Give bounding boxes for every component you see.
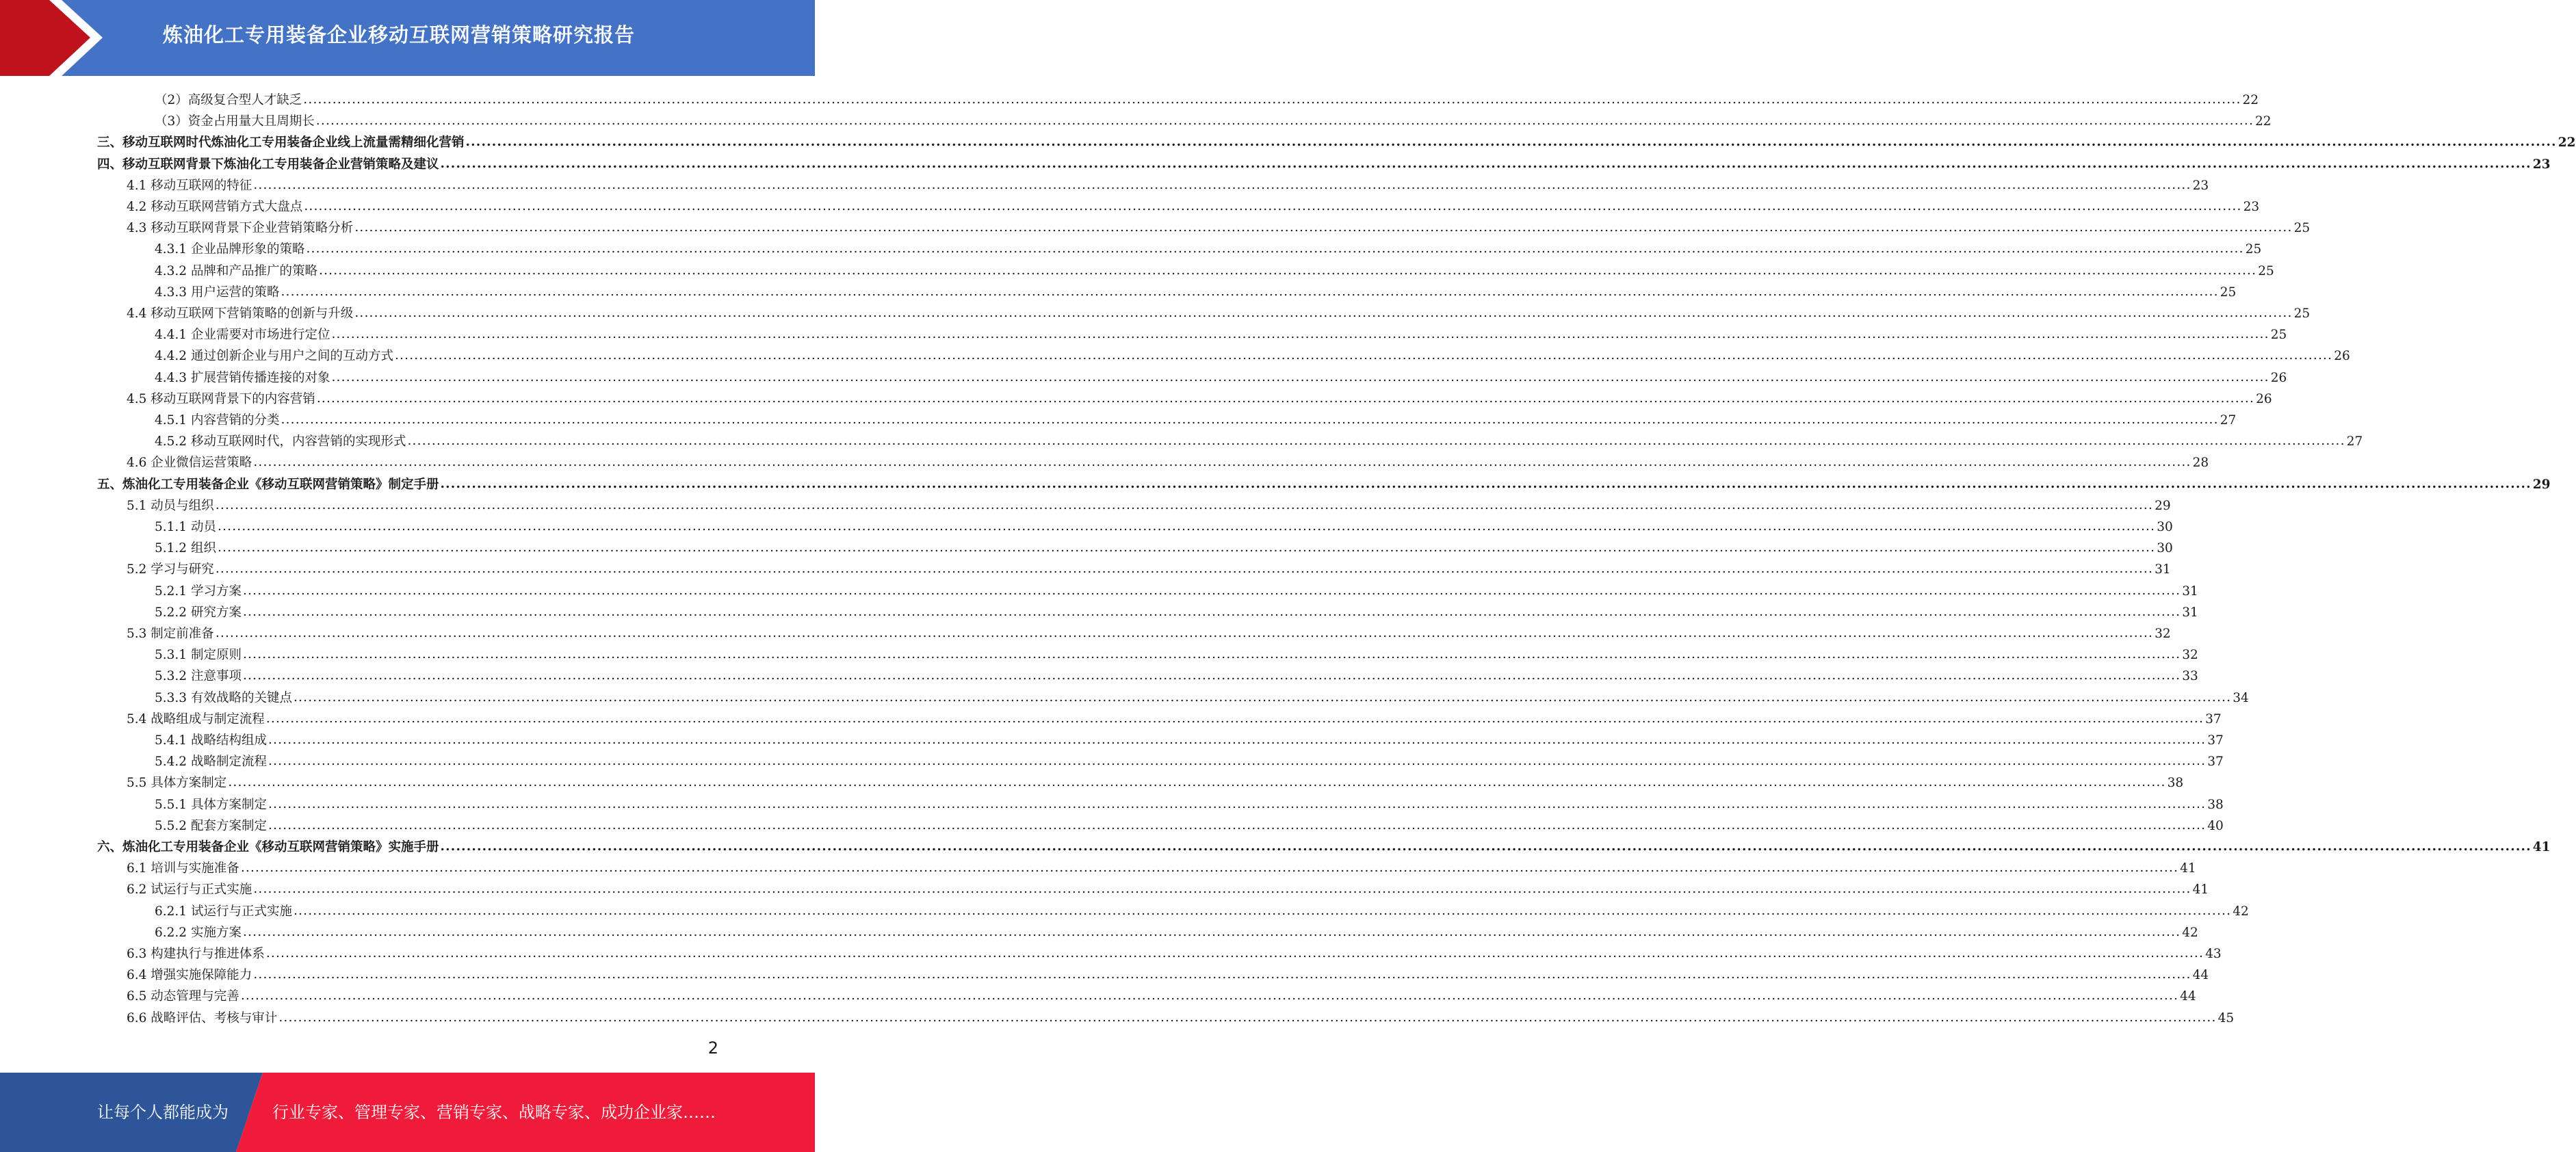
toc-dot-leader: ................................................................................................................................................................................................................................................................................................................................................................................................................ [293,690,2232,705]
toc-dot-leader: ................................................................................................................................................................................................................................................................................................................................................................................................................ [304,199,2242,213]
toc-dot-leader: ................................................................................................................................................................................................................................................................................................................................................................................................................ [440,839,2532,854]
toc-entry-label: 4.3.3 用户运营的策略 [155,285,280,300]
toc-dot-leader: ................................................................................................................................................................................................................................................................................................................................................................................................................ [331,327,2269,342]
toc-entry-page: 25 [2270,328,2287,343]
toc-dot-leader: ................................................................................................................................................................................................................................................................................................................................................................................................................ [242,583,2181,598]
toc-dot-leader: ................................................................................................................................................................................................................................................................................................................................................................................................................ [394,348,2333,363]
toc-entry[interactable] [97,471,2551,493]
toc-dot-leader: ................................................................................................................................................................................................................................................................................................................................................................................................................ [268,817,2207,833]
toc-dot-leader: ................................................................................................................................................................................................................................................................................................................................................................................................................ [253,967,2191,982]
toc-entry-page: 32 [2182,648,2198,663]
toc-entry-label: 5.2 学习与研究 [127,562,214,577]
toc-entry[interactable] [155,919,2198,941]
toc-entry[interactable] [127,855,2196,876]
toc-dot-leader: ................................................................................................................................................................................................................................................................................................................................................................................................................ [465,135,2557,150]
toc-entry[interactable] [127,876,2209,898]
toc-entry-page: 44 [2192,968,2209,983]
toc-dot-leader: ................................................................................................................................................................................................................................................................................................................................................................................................................ [318,263,2257,278]
toc-entry-page: 29 [2155,498,2171,513]
toc-entry-page: 25 [2293,306,2311,321]
toc-entry[interactable] [155,663,2198,684]
toc-entry-label: 5.5 具体方案制定 [127,776,227,791]
toc-entry[interactable] [127,493,2171,514]
toc-entry[interactable] [155,87,2259,108]
toc-entry-label: 5.5.2 配套方案制定 [155,818,267,833]
toc-entry-label: 6.4 增强实施保障能力 [127,968,252,983]
toc-entry-label: 5.3 制定前准备 [127,627,214,641]
toc-entry[interactable] [155,514,2173,535]
toc-dot-leader: ................................................................................................................................................................................................................................................................................................................................................................................................................ [331,369,2269,384]
toc-entry-label: 4.3.2 品牌和产品推广的策略 [155,263,317,278]
toc-dot-leader: ................................................................................................................................................................................................................................................................................................................................................................................................................ [215,626,2154,640]
toc-entry-label: 5.3.1 制定原则 [155,648,242,663]
toc-entry-page: 30 [2157,541,2173,556]
toc-entry-label: 4.4.3 扩展营销传播连接的对象 [155,370,330,385]
toc-entry-page: 34 [2233,690,2249,705]
header-banner [0,0,815,76]
toc-entry-page: 23 [2192,178,2209,193]
toc-dot-leader: ................................................................................................................................................................................................................................................................................................................................................................................................................ [228,775,2166,790]
toc-dot-leader: ................................................................................................................................................................................................................................................................................................................................................................................................................ [265,711,2204,726]
toc-entry-page: 40 [2207,818,2224,833]
toc-entry[interactable] [127,941,2222,962]
toc-entry-label: 4.2 移动互联网营销方式大盘点 [127,200,303,214]
toc-entry[interactable] [97,151,2551,172]
toc-entry[interactable] [155,428,2363,449]
toc-entry[interactable] [127,706,2222,727]
footer-slogan-right: 行业专家、管理专家、营销专家、战略专家、成功企业家…… [272,1103,716,1122]
toc-entry-label: 5.3.3 有效战略的关键点 [155,690,292,705]
toc-entry-label: 4.3.1 企业品牌形象的策略 [155,242,305,257]
toc-dot-leader: ................................................................................................................................................................................................................................................................................................................................................................................................................ [215,562,2154,577]
page-number: 2 [707,1038,718,1058]
toc-entry[interactable] [127,770,2184,791]
toc-entry-label: 六、炼油化工专用装备企业《移动互联网营销策略》实施手册 [97,840,439,854]
toc-entry-label: 4.4.2 通过创新企业与用户之间的互动方式 [155,349,393,364]
toc-entry-page: 41 [2532,840,2551,854]
toc-entry-page: 32 [2155,627,2171,641]
toc-entry-label: 4.4.1 企业需要对市场进行定位 [155,328,330,343]
toc-dot-leader: ................................................................................................................................................................................................................................................................................................................................................................................................................ [268,733,2207,747]
toc-entry[interactable] [97,129,2576,150]
toc-entry-label: 6.2.1 试运行与正式实施 [155,904,292,919]
toc-entry-page: 22 [2558,135,2576,150]
toc-entry-page: 42 [2233,904,2249,919]
toc-entry-page: 37 [2205,711,2222,726]
toc-entry-page: 43 [2205,947,2222,961]
toc-entry-page: 37 [2207,733,2224,748]
toc-entry[interactable] [127,620,2171,642]
toc-entry[interactable] [127,386,2272,407]
toc-entry-label: 5.5.1 具体方案制定 [155,797,267,812]
toc-entry-page: 31 [2182,584,2198,599]
toc-entry[interactable] [155,322,2287,343]
toc-entry-page: 25 [2245,242,2262,257]
toc-entry[interactable] [155,279,2237,300]
toc-entry[interactable] [127,215,2311,236]
toc-entry-label: 4.5 移动互联网背景下的内容营销 [127,391,315,406]
toc-entry-label: 5.2.1 学习方案 [155,584,242,599]
toc-entry-label: 6.1 培训与实施准备 [127,861,239,876]
toc-entry-page: 22 [2255,114,2272,129]
toc-entry-label: 6.5 动态管理与完善 [127,989,239,1004]
toc-entry-page: 45 [2217,1010,2235,1025]
toc-entry[interactable] [127,1005,2235,1026]
toc-entry-label: 5.1 动员与组织 [127,498,214,513]
toc-dot-leader: ................................................................................................................................................................................................................................................................................................................................................................................................................ [354,220,2293,235]
document-title: 炼油化工专用装备企业移动互联网营销策略研究报告 [163,23,636,47]
toc-entry-label: （3）资金占用量大且周期长 [155,114,315,129]
toc-entry-label: 4.6 企业微信运营策略 [127,456,252,471]
toc-dot-leader: ................................................................................................................................................................................................................................................................................................................................................................................................................ [242,668,2181,683]
toc-entry-label: 四、移动互联网背景下炼油化工专用装备企业营销策略及建议 [97,157,439,172]
toc-entry-page: 22 [2242,93,2259,107]
toc-entry-label: 4.3 移动互联网背景下企业营销策略分析 [127,221,354,236]
toc-entry-page: 28 [2192,456,2209,471]
toc-entry[interactable] [155,599,2198,620]
toc-dot-leader: ................................................................................................................................................................................................................................................................................................................................................................................................................ [253,177,2191,192]
toc-dot-leader: ................................................................................................................................................................................................................................................................................................................................................................................................................ [315,114,2254,129]
toc-entry[interactable] [155,343,2350,364]
footer-banner [0,1073,815,1152]
toc-dot-leader: ................................................................................................................................................................................................................................................................................................................................................................................................................ [217,519,2156,534]
toc-entry-page: 26 [2270,370,2287,385]
toc-entry[interactable] [155,407,2237,428]
toc-dot-leader: ................................................................................................................................................................................................................................................................................................................................................................................................................ [268,754,2207,769]
toc-dot-leader: ................................................................................................................................................................................................................................................................................................................................................................................................................ [215,497,2154,512]
toc-dot-leader: ................................................................................................................................................................................................................................................................................................................................................................................................................ [242,924,2181,939]
toc-entry-page: 23 [2243,200,2260,214]
toc-dot-leader: ................................................................................................................................................................................................................................................................................................................................................................................................................ [407,434,2345,449]
toc-dot-leader: ................................................................................................................................................................................................................................................................................................................................................................................................................ [265,946,2204,960]
toc-dot-leader: ................................................................................................................................................................................................................................................................................................................................................................................................................ [354,306,2293,320]
toc-dot-leader: ................................................................................................................................................................................................................................................................................................................................................................................................................ [303,92,2241,107]
toc-entry-label: 5.2.2 研究方案 [155,605,242,620]
toc-entry[interactable] [127,194,2260,215]
toc-dot-leader: ................................................................................................................................................................................................................................................................................................................................................................................................................ [306,241,2244,257]
toc-entry-label: （2）高级复合型人才缺乏 [155,93,302,107]
toc-entry[interactable] [155,898,2249,919]
toc-dot-leader: ................................................................................................................................................................................................................................................................................................................................................................................................................ [240,861,2179,876]
toc-entry-page: 26 [2256,391,2272,406]
toc-entry[interactable] [155,813,2224,834]
toc-entry-page: 31 [2155,562,2171,577]
toc-dot-leader: ................................................................................................................................................................................................................................................................................................................................................................................................................ [278,1010,2217,1025]
toc-dot-leader: ................................................................................................................................................................................................................................................................................................................................................................................................................ [253,455,2191,470]
toc-dot-leader: ................................................................................................................................................................................................................................................................................................................................................................................................................ [440,476,2532,491]
toc-entry[interactable] [127,172,2209,194]
toc-dot-leader: ................................................................................................................................................................................................................................................................................................................................................................................................................ [316,391,2255,406]
toc-entry-page: 25 [2258,263,2274,278]
toc-dot-leader: ................................................................................................................................................................................................................................................................................................................................................................................................................ [242,647,2181,662]
toc-entry-label: 5.1.2 组织 [155,541,216,556]
toc-entry-page: 44 [2180,989,2196,1004]
toc-entry[interactable] [155,791,2224,813]
toc-entry-label: 6.3 构建执行与推进体系 [127,947,265,961]
toc-dot-leader: ................................................................................................................................................................................................................................................................................................................................................................................................................ [253,882,2191,897]
toc-entry[interactable] [155,642,2198,663]
toc-dot-leader: ................................................................................................................................................................................................................................................................................................................................................................................................................ [217,540,2156,555]
toc-entry-page: 31 [2182,605,2198,620]
toc-entry-label: 5.3.2 注意事项 [155,669,242,684]
toc-dot-leader: ................................................................................................................................................................................................................................................................................................................................................................................................................ [281,413,2219,427]
toc-entry[interactable] [127,556,2171,577]
toc-entry-page: 41 [2192,882,2209,898]
toc-entry-page: 38 [2207,797,2224,812]
toc-entry-page: 26 [2334,349,2350,364]
toc-entry-label: 五、炼油化工专用装备企业《移动互联网营销策略》制定手册 [97,477,439,492]
footer-slogan-left: 让每个人都能成为 [97,1103,229,1122]
toc-entry-page: 25 [2293,221,2311,236]
toc-entry[interactable] [155,258,2274,279]
toc-entry-page: 25 [2220,285,2237,300]
toc-entry[interactable] [155,685,2249,706]
toc-entry-label: 4.5.2 移动互联网时代，内容营销的实现形式 [155,434,406,449]
toc-entry-page: 27 [2220,413,2237,428]
toc-entry-page: 42 [2182,925,2198,940]
toc-entry-page: 38 [2167,776,2184,791]
toc-entry[interactable] [155,365,2287,386]
toc-entry-page: 27 [2346,434,2363,449]
toc-entry-page: 30 [2157,520,2173,534]
toc-entry[interactable] [127,962,2209,983]
toc-entry-label: 5.1.1 动员 [155,520,216,534]
toc-entry-label: 4.4 移动互联网下营销策略的创新与升级 [127,306,354,321]
toc-entry[interactable] [127,300,2311,322]
toc-dot-leader: ................................................................................................................................................................................................................................................................................................................................................................................................................ [293,903,2232,918]
toc-entry-page: 29 [2532,477,2551,492]
toc-entry-label: 5.4 战略组成与制定流程 [127,711,265,726]
toc-entry-page: 37 [2207,755,2224,770]
toc-entry[interactable] [155,748,2224,770]
toc-dot-leader: ................................................................................................................................................................................................................................................................................................................................................................................................................ [240,989,2179,1004]
toc-entry-label: 6.2.2 实施方案 [155,925,242,940]
toc-entry-page: 23 [2532,157,2551,172]
toc-entry-label: 5.4.2 战略制定流程 [155,755,267,770]
toc-entry[interactable] [155,236,2262,257]
toc-entry-page: 33 [2182,669,2198,684]
toc-entry-label: 4.5.1 内容营销的分类 [155,413,280,428]
toc-entry-label: 4.1 移动互联网的特征 [127,178,252,193]
toc-entry-label: 6.6 战略评估、考核与审计 [127,1010,278,1025]
toc-dot-leader: ................................................................................................................................................................................................................................................................................................................................................................................................................ [242,604,2181,619]
toc-entry[interactable] [155,535,2173,556]
toc-entry-label: 5.4.1 战略结构组成 [155,733,267,748]
toc-dot-leader: ................................................................................................................................................................................................................................................................................................................................................................................................................ [440,156,2532,171]
toc-entry-label: 三、移动互联网时代炼油化工专用装备企业线上流量需精细化营销 [97,135,465,150]
toc-entry[interactable] [155,727,2224,748]
toc-entry[interactable] [155,578,2198,599]
toc-dot-leader: ................................................................................................................................................................................................................................................................................................................................................................................................................ [268,796,2207,811]
toc-dot-leader: ................................................................................................................................................................................................................................................................................................................................................................................................................ [281,284,2219,299]
toc-entry[interactable] [97,834,2551,855]
toc-entry[interactable] [127,449,2209,471]
toc-entry[interactable] [127,983,2196,1004]
toc-entry-page: 41 [2180,861,2196,876]
toc-entry-label: 6.2 试运行与正式实施 [127,882,252,898]
toc-entry[interactable] [155,108,2272,129]
